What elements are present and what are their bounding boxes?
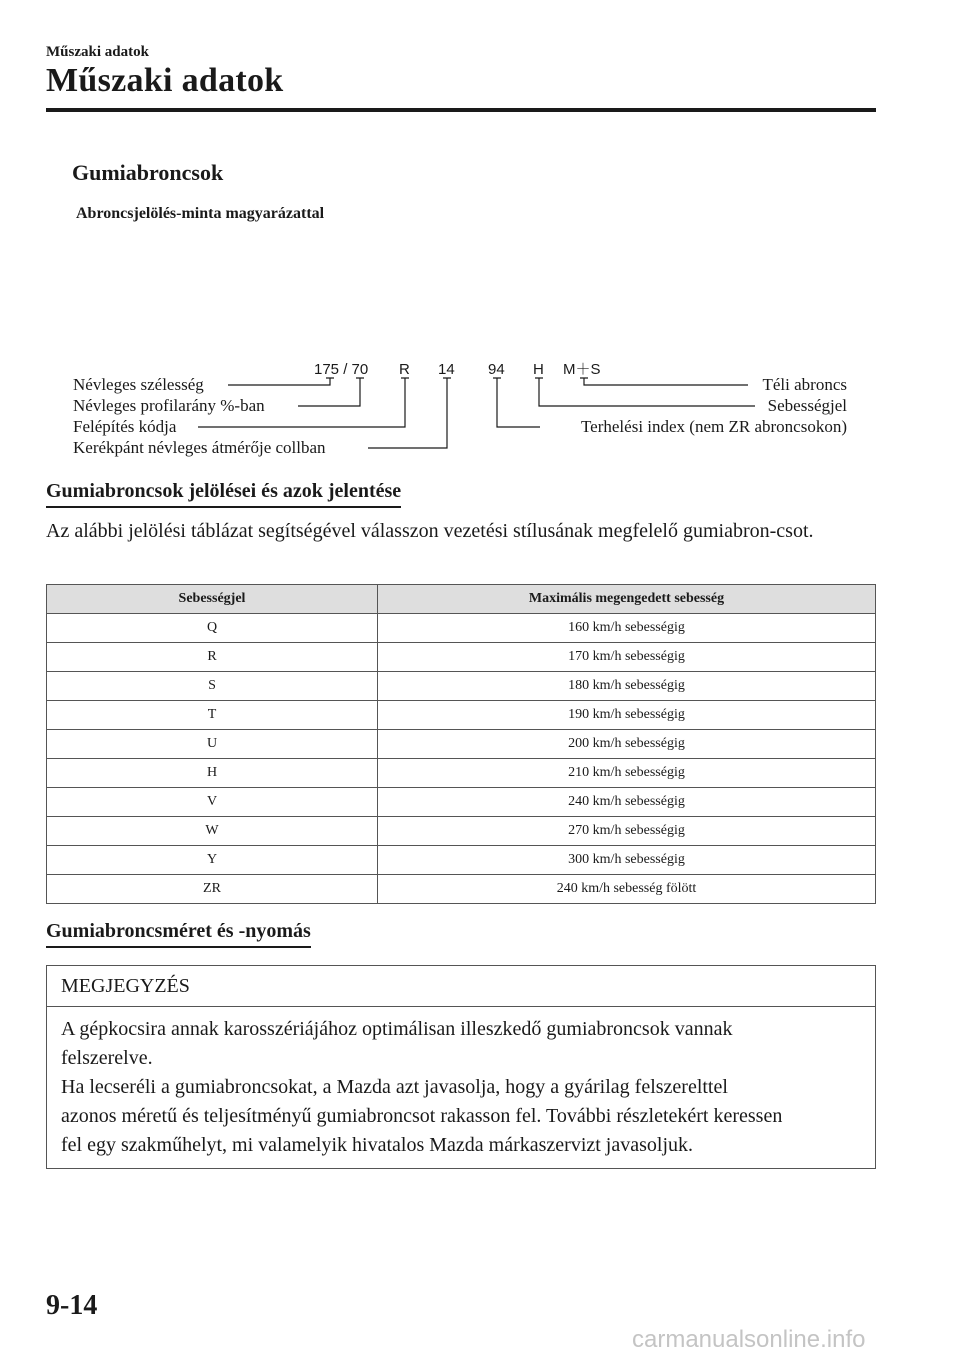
- speed-symbol-cell: T: [47, 701, 378, 730]
- max-speed-cell: 180 km/h sebességig: [378, 672, 876, 701]
- tire-marking-diagram: [0, 340, 960, 470]
- subheading-tire-size-pressure: Gumiabroncsméret és -nyomás: [46, 920, 311, 948]
- speed-symbol-table: [46, 584, 876, 904]
- max-speed-cell: 160 km/h sebességig: [378, 614, 876, 643]
- max-speed-cell: 240 km/h sebességig: [378, 788, 876, 817]
- label-load-index: Terhelési index (nem ZR abroncsokon): [580, 417, 847, 436]
- table-row: [47, 817, 876, 846]
- note-line: azonos méretű és teljesítményű gumiabroncsot rakasson fel. További részletekért keressen: [61, 1105, 783, 1127]
- speed-symbol-cell: R: [47, 643, 378, 672]
- leader-rim: [368, 378, 451, 448]
- intro-paragraph: Az alábbi jelölési táblázat segítségével válasszon vezetési stílusának megfelelő gumiabron-csot.: [46, 520, 814, 542]
- max-speed-cell: 190 km/h sebességig: [378, 701, 876, 730]
- table-row: [47, 788, 876, 817]
- speed-symbol-cell: W: [47, 817, 378, 846]
- table-header-row: [47, 585, 876, 614]
- code-width-ratio: 175 / 70: [314, 361, 369, 378]
- speed-symbol-cell: H: [47, 759, 378, 788]
- table-row: [47, 672, 876, 701]
- max-speed-cell: 200 km/h sebességig: [378, 730, 876, 759]
- max-speed-cell: 170 km/h sebességig: [378, 643, 876, 672]
- column-header-max-speed: Maximális megengedett sebesség: [378, 585, 876, 614]
- note-title: MEGJEGYZÉS: [47, 966, 875, 1007]
- code-rim: 14: [438, 361, 455, 378]
- running-header: Műszaki adatok: [46, 44, 149, 60]
- max-speed-cell: 270 km/h sebességig: [378, 817, 876, 846]
- note-box: [46, 965, 876, 1169]
- section-title: Gumiabroncsok: [72, 160, 224, 185]
- leader-nominal-width: [228, 378, 334, 385]
- watermark: carmanualsonline.info: [632, 1326, 866, 1353]
- code-construction: R: [399, 361, 410, 378]
- code-load: 94: [488, 361, 505, 378]
- table-row: [47, 759, 876, 788]
- leader-speed: [535, 378, 755, 406]
- label-winter-tire: Téli abroncs: [762, 375, 847, 394]
- leader-aspect-ratio: [298, 378, 364, 406]
- heading-divider: [46, 108, 876, 112]
- label-aspect-ratio: Névleges profilarány %-ban: [73, 396, 265, 415]
- column-header-speed-symbol: Sebességjel: [47, 585, 378, 614]
- max-speed-cell: 210 km/h sebességig: [378, 759, 876, 788]
- label-rim-diameter: Kerékpánt névleges átmérője collban: [73, 438, 326, 457]
- table-row: [47, 614, 876, 643]
- leader-load: [493, 378, 540, 427]
- diagram-caption: Abroncsjelölés-minta magyarázattal: [76, 205, 325, 222]
- table-row: [47, 875, 876, 904]
- code-winter: M＋S: [563, 361, 601, 378]
- page-number: 9-14: [46, 1290, 98, 1321]
- speed-symbol-cell: U: [47, 730, 378, 759]
- label-construction-code: Felépítés kódja: [73, 417, 177, 436]
- note-line: A gépkocsira annak karosszériájához optimálisan illeszkedő gumiabroncsok vannak: [61, 1018, 733, 1040]
- subheading-tire-markings: Gumiabroncsok jelölései és azok jelentése: [46, 480, 401, 508]
- note-line: fel egy szakműhelyt, mi valamelyik hivatalos Mazda márkaszervizt javasoljuk.: [61, 1134, 694, 1156]
- label-speed-symbol: Sebességjel: [767, 396, 847, 415]
- table-row: [47, 643, 876, 672]
- table-row: [47, 701, 876, 730]
- page-title: Műszaki adatok: [46, 62, 284, 99]
- note-line: felszerelve.: [61, 1047, 153, 1069]
- speed-symbol-cell: Q: [47, 614, 378, 643]
- speed-symbol-cell: Y: [47, 846, 378, 875]
- table-row: [47, 730, 876, 759]
- max-speed-cell: 240 km/h sebesség fölött: [378, 875, 876, 904]
- speed-symbol-cell: V: [47, 788, 378, 817]
- note-line: Ha lecseréli a gumiabroncsokat, a Mazda azt javasolja, hogy a gyárilag felszerelttel: [61, 1076, 728, 1098]
- max-speed-cell: 300 km/h sebességig: [378, 846, 876, 875]
- label-nominal-width: Névleges szélesség: [73, 375, 204, 394]
- speed-symbol-cell: ZR: [47, 875, 378, 904]
- table-row: [47, 846, 876, 875]
- leader-winter: [580, 378, 748, 385]
- speed-symbol-cell: S: [47, 672, 378, 701]
- note-body: [47, 1007, 875, 1168]
- code-speed: H: [533, 361, 544, 378]
